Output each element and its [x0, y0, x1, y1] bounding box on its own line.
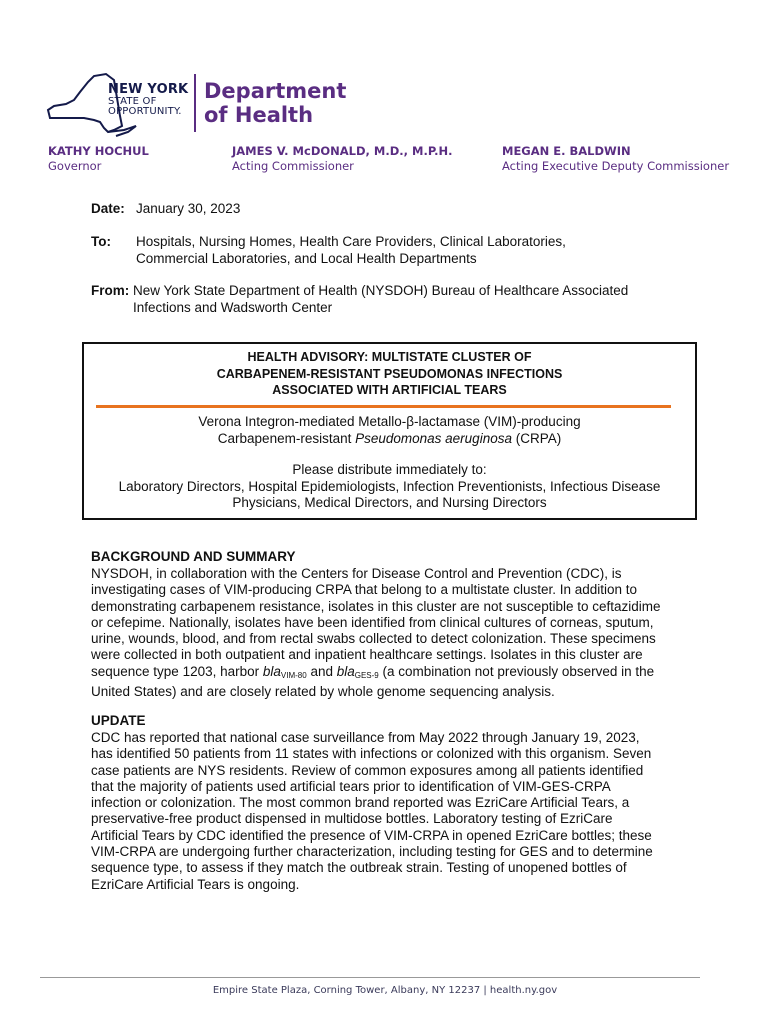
advisory-title: HEALTH ADVISORY: MULTISTATE CLUSTER OF CARBAPENEM-RESISTANT PSEUDOMONAS INFECTIONS ASSOCIATED WITH ARTIFICIAL TEARS: [216, 350, 563, 397]
date-value: January 30, 2023: [136, 201, 241, 216]
from-label: From:: [91, 283, 130, 298]
background-paragraph: NYSDOH, in collaboration with the Centers for Disease Control and Prevention (CDC), is investigating cases of VIM-producing CRPA that belong to a multistate cluster. In addition to demonstrating carbapenem resistance, isolates in this cluster are not susceptible to ceftazidime or cefepime. Nationally, isolates have been identified from clinical cultures of corneas, sputum, urine, wounds, blood, and from rectal swabs collected to detect colonization. These specimens were collected in both outpatient and inpatient healthcare settings. Isolates in this cluster are sequence type 1203, harbor bla$_{VIM-80}$ and bla$_{GES-9}$ (a combination not previously observed in the United States) and are closely related by whole genome sequencing analysis.: [91, 566, 661, 700]
advisory-title-rule: [96, 405, 671, 408]
from-sender: New York State Department of Health (NYSDOH) Bureau of Healthcare Associated Infections and Wadsworth Center: [133, 283, 629, 315]
background-heading: BACKGROUND AND SUMMARY: [91, 549, 296, 564]
new-york-state-wordmark: NEW YORK STATE OF OPPORTUNITY.: [108, 82, 189, 117]
date-label: Date:: [91, 201, 125, 216]
footer-rule: [40, 977, 700, 978]
logo-divider: [194, 74, 196, 132]
update-heading: UPDATE: [91, 713, 146, 728]
to-recipients: Hospitals, Nursing Homes, Health Care Providers, Clinical Laboratories, Commercial Laboratories, and Local Health Departments: [136, 234, 566, 266]
advisory-distribution: Please distribute immediately to: Laboratory Directors, Hospital Epidemiologists, Infection Preventionists, Infectious Disease Physicians, Medical Directors, and Nursing Directors: [118, 462, 661, 510]
update-paragraph: CDC has reported that national case surveillance from May 2022 through January 19, 2023, has identified 50 patients from 11 states with infections or colonized with this organism. Seven case patients are NYS residents. Review of common exposures among all patients identified that the majority of patients used artificial tears prior to identification of VIM-GES-CRPA infection or colonization. The most common brand reported was EzriCare Artificial Tears, a preservative-free product dispensed in multidose bottles. Laboratory testing of EzriCare Artificial Tears by CDC identified the presence of VIM-CRPA in opened EzriCare bottles; these VIM-CRPA are undergoing further characterization, including testing for GES and to determine sequence type, to assess if they match the outbreak strain. Testing of unopened bottles of EzriCare Artificial Tears is ongoing.: [91, 730, 653, 892]
department-of-health-wordmark: Department of Health: [204, 79, 347, 127]
advisory-organism: Verona Integron-mediated Metallo-β-lactamase (VIM)-producing Carbapenem-resistant Pseudomonas aeruginosa (CRPA): [198, 414, 581, 446]
official-commissioner: JAMES V. McDONALD, M.D., M.P.H. Acting Commissioner: [232, 144, 453, 173]
official-governor: KATHY HOCHUL Governor: [48, 144, 149, 173]
to-label: To:: [91, 234, 111, 249]
health-advisory-box: [82, 342, 697, 520]
footer-address: Empire State Plaza, Corning Tower, Albany, NY 12237 | health.ny.gov: [212, 985, 558, 996]
official-deputy-commissioner: MEGAN E. BALDWIN Acting Executive Deputy Commissioner: [502, 144, 730, 173]
